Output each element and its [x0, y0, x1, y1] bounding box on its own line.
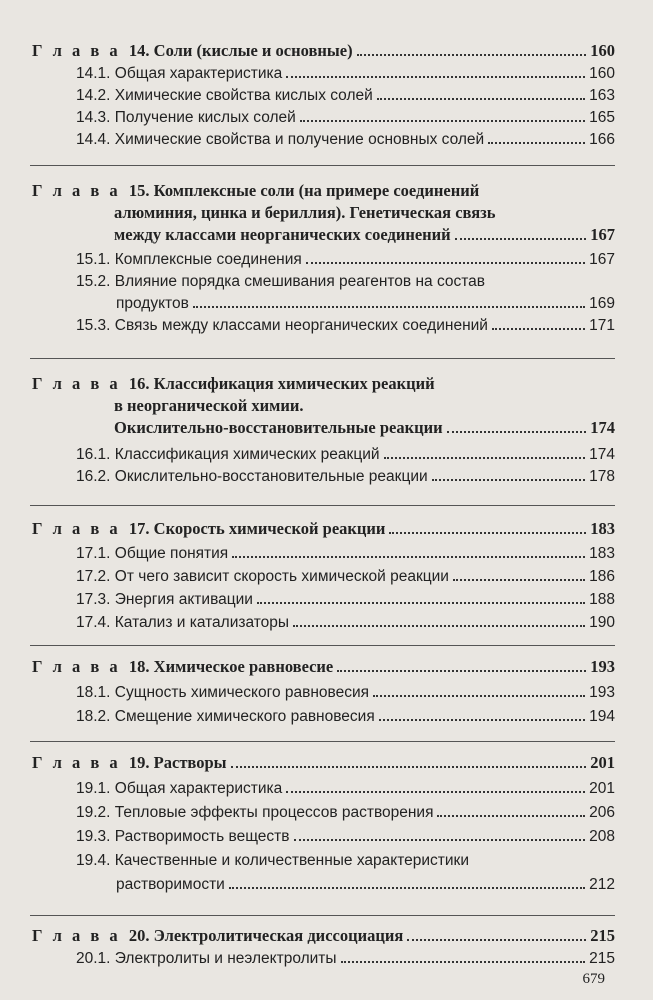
section-row: 17.4. Катализ и катализаторы 190: [76, 614, 615, 631]
section-row: 14.1. Общая характеристика 160: [76, 65, 615, 82]
section-row: 19.2. Тепловые эффекты процессов растворения 206: [76, 804, 615, 821]
section-row: 15.3. Связь между классами неорганических соединений 171: [76, 317, 615, 334]
section-row: 16.2. Окислительно-восстановительные реакции 178: [76, 468, 615, 485]
chapter-label: Г л а в а: [32, 519, 121, 538]
chapter-14: [32, 40, 615, 62]
chapter-title: 20. Электролитическая диссоциация: [128, 926, 404, 945]
section-row: 18.1. Сущность химического равновесия 193: [76, 684, 615, 701]
section-row: 17.1. Общие понятия 183: [76, 545, 615, 562]
divider: [30, 645, 615, 646]
section-list: [76, 63, 615, 151]
section-row: 14.4. Химические свойства и получение основных солей 166: [76, 131, 615, 148]
divider: [30, 915, 615, 916]
section-row: 14.2. Химические свойства кислых солей 163: [76, 87, 615, 104]
section-row: 19.4. Качественные и количественные характеристики: [76, 852, 469, 869]
section-row: 20.1. Электролиты и неэлектролиты 215: [76, 950, 615, 967]
chapter-label: Г л а в а: [32, 374, 121, 393]
chapter-page: 167: [590, 225, 615, 244]
chapter-page: 183: [590, 519, 615, 538]
chapter-16: Г л а в а 16. Классификация химических реакций в неорганической химии. Окислительно-восстановительные реакции 174: [32, 374, 615, 437]
section-row: 17.2. От чего зависит скорость химической реакции 186: [76, 568, 615, 585]
chapter-title: 15. Комплексные соли (на примере соединений: [128, 181, 480, 200]
chapter-page: 174: [590, 418, 615, 437]
section-list: [76, 249, 615, 337]
chapter-label: Г л а в а: [32, 926, 121, 945]
section-row: 16.1. Классификация химических реакций 174: [76, 446, 615, 463]
chapter-20: [32, 925, 615, 947]
section-list: [76, 444, 615, 488]
chapter-label: Г л а в а: [32, 657, 121, 676]
section-row: 14.3. Получение кислых солей 165: [76, 109, 615, 126]
chapter-title: 14. Соли (кислые и основные): [128, 41, 353, 60]
section-list: [76, 681, 615, 729]
chapter-title: 19. Растворы: [128, 753, 227, 772]
section-list: [76, 948, 615, 970]
chapter-label: Г л а в а: [32, 181, 121, 200]
divider: [30, 358, 615, 359]
chapter-page: 160: [590, 41, 615, 60]
section-row: 18.2. Смещение химического равновесия 194: [76, 708, 615, 725]
section-row: 19.3. Растворимость веществ 208: [76, 828, 615, 845]
chapter-page: 215: [590, 926, 615, 945]
chapter-18: [32, 656, 615, 678]
section-row: 19.1. Общая характеристика 201: [76, 780, 615, 797]
section-row: 15.2. Влияние порядка смешивания реагентов на состав: [76, 273, 486, 290]
chapter-15: Г л а в а 15. Комплексные соли (на примере соединений алюминия, цинка и бериллия). Генетическая связь между классами неорганических соединений 167: [32, 181, 615, 244]
chapter-label: Г л а в а: [32, 753, 121, 772]
chapter-title: 16. Классификация химических реакций: [128, 374, 435, 393]
page-number: 679: [582, 971, 605, 987]
chapter-page: 201: [590, 753, 615, 772]
chapter-title: 17. Скорость химической реакции: [128, 519, 386, 538]
divider: [30, 505, 615, 506]
section-row: 17.3. Энергия активации 188: [76, 591, 615, 608]
section-list: [76, 777, 615, 897]
section-row: 15.1. Комплексные соединения 167: [76, 251, 615, 268]
divider: [30, 741, 615, 742]
chapter-label: Г л а в а: [32, 41, 121, 60]
chapter-19: [32, 752, 615, 774]
section-row-cont: продуктов 169: [116, 295, 615, 312]
divider: [30, 165, 615, 166]
section-row-cont: растворимости 212: [116, 876, 615, 893]
section-list: [76, 542, 615, 634]
chapter-page: 193: [590, 657, 615, 676]
chapter-title: 18. Химическое равновесие: [128, 657, 334, 676]
chapter-17: [32, 518, 615, 540]
